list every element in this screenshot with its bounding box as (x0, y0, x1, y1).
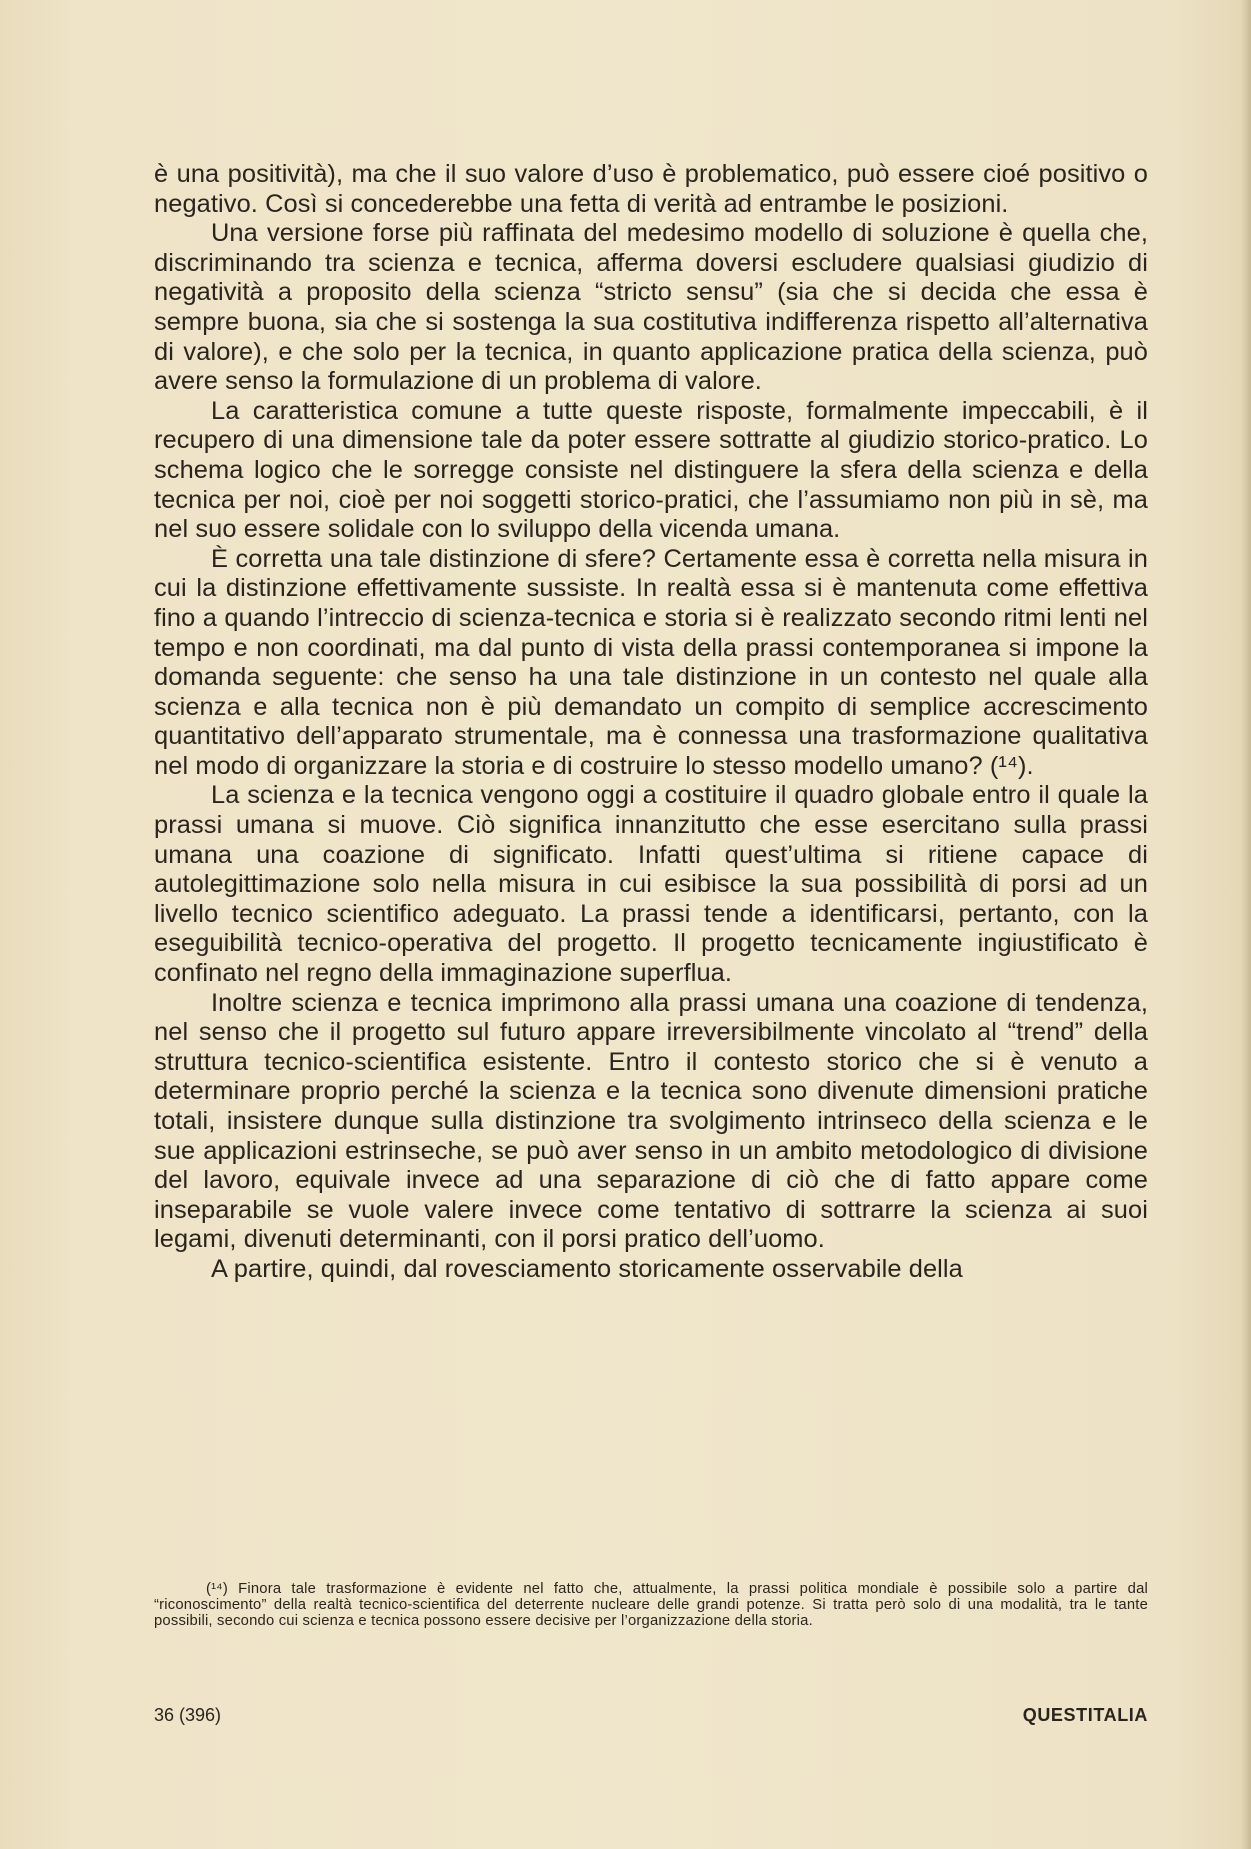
paragraph: A partire, quindi, dal rovesciamento storicamente osservabile della (211, 1254, 963, 1283)
paragraph: È corretta una tale distinzione di sfere? Certamente essa è corretta nella misura in cui la distinzione effettivamente sussiste. In realtà essa si è mantenuta come effettiva fino a quando l’intreccio di scienza-tecnica e storia si è realizzato secondo ritmi lenti nel tempo e non coordinati, ma dal punto di vista della prassi contemporanea si impone la domanda seguente: che senso ha una tale distinzione in un contesto nel quale alla scienza e alla tecnica non è più demandato un compito di semplice accrescimento quantitativo dell’apparato strumentale, ma è connessa una trasformazione qualitativa nel modo di organizzare la storia e di costruire lo stesso modello umano? (¹⁴). (154, 544, 1148, 780)
paragraph: Una versione forse più raffinata del medesimo modello di soluzione è quella che, discriminando tra scienza e tecnica, afferma doversi escludere qualsiasi giudizio di negatività a proposito della scienza “stricto sensu” (sia che si decida che essa è sempre buona, sia che si sostenga la sua costitutiva indifferenza rispetto all’alternativa di valore), e che solo per la tecnica, in quanto applicazione pratica della scienza, può avere senso la formulazione di un problema di valore. (154, 219, 1148, 396)
paragraph: La caratteristica comune a tutte queste risposte, formalmente impeccabili, è il recupero di una dimensione tale da poter essere sottratte al giudizio storico-pratico. Lo schema logico che le sorregge consiste nel distinguere la sfera della scienza e della tecnica per noi, cioè per noi soggetti storico-pratici, che l’assumiamo non più in sè, ma nel suo essere solidale con lo sviluppo della vicenda umana. (154, 396, 1148, 544)
footnotes (154, 1581, 1148, 1630)
paragraph: Inoltre scienza e tecnica imprimono alla prassi umana una coazione di tendenza, nel senso che il progetto sul futuro appare irreversibilmente vincolato al “trend” della struttura tecnico-scientifica esistente. Entro il contesto storico che si è venuto a determinare proprio perché la scienza e la tecnica sono divenute dimensioni pratiche totali, insistere dunque sulla distinzione tra svolgimento intrinseco della scienza e le sue applicazioni estrinseche, se può aver senso in un ambito metodologico di divisione del lavoro, equivale invece ad una separazione di ciò che di fatto appare come inseparabile se vuole valere invece come tentativo di sottrarre la scienza ai suoi legami, divenuti determinanti, con il porsi pratico dell’uomo. (154, 988, 1148, 1254)
footnote: (¹⁴) Finora tale trasformazione è evidente nel fatto che, attualmente, la prassi politica mondiale è possibile solo a partire dal “riconoscimento” della realtà tecnico-scientifica del deterrente nucleare delle grandi potenze. Si tratta però solo di una modalità, tra le tante possibili, secondo cui scienza e tecnica possono essere decisive per l’organizzazione della storia. (154, 1581, 1148, 1630)
page-edge-shadow (1241, 0, 1251, 1849)
main-text (154, 160, 1148, 1285)
paragraph: La scienza e la tecnica vengono oggi a costituire il quadro globale entro il quale la prassi umana si muove. Ciò significa innanzitutto che esse esercitano sulla prassi umana una coazione di significato. Infatti quest’ultima si ritiene capace di autolegittimazione solo nella misura in cui esibisce la sua possibilità di porsi ad un livello tecnico scientifico adeguato. La prassi tende a identificarsi, pertanto, con la eseguibilità tecnico-operativa del progetto. Il progetto tecnicamente ingiustificato è confinato nel regno della immaginazione superflua. (154, 781, 1148, 988)
page-number: 36 (396) (154, 1705, 222, 1725)
journal-name: QUESTITALIA (1022, 1705, 1148, 1725)
paragraph: è una positività), ma che il suo valore d’uso è problematico, può essere cioé positivo o negativo. Così si concederebbe una fetta di verità ad entrambe le posizioni. (154, 160, 1148, 218)
